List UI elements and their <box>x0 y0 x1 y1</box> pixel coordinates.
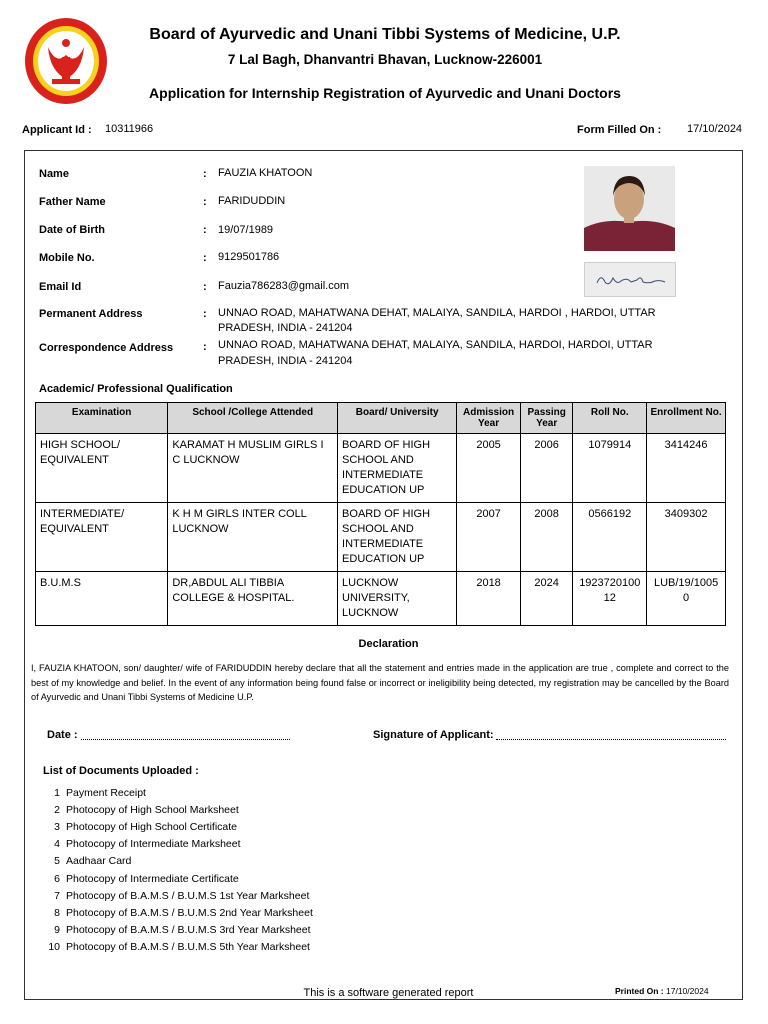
cell-school: K H M GIRLS INTER COLL LUCKNOW <box>168 503 338 572</box>
qualification-title: Academic/ Professional Qualification <box>39 383 233 395</box>
list-item <box>42 838 241 850</box>
document-number: 6 <box>54 872 60 885</box>
declaration-text: I, FAUZIA KHATOON, son/ daughter/ wife of FARIDUDDIN hereby declare that all the statement and entries made in the application are true , complete and correct to the best of my knowledge and belief. In the event of any information being found false or incorrect or ineligibility being detected, my registration may be cancelled by the Board of Ayurvedic and Unani Tibbi Systems of Medicine U.P. <box>31 663 729 702</box>
cell-roll: 1079914 <box>573 434 647 503</box>
signature-label: Signature of Applicant: <box>373 729 494 741</box>
table-header-row <box>36 403 726 434</box>
list-item <box>42 941 310 953</box>
correspondence-address-line2: PRADESH, INDIA - 241204 <box>218 355 353 367</box>
printed-on-label: Printed On : <box>615 986 664 996</box>
document-number: 7 <box>54 889 60 902</box>
email-label: Email Id <box>39 281 82 293</box>
permanent-address-line1: UNNAO ROAD, MAHATWANA DEHAT, MALAIYA, SANDILA, HARDOI , HARDOI, UTTAR <box>218 307 656 319</box>
cell-board: BOARD OF HIGH SCHOOL AND INTERMEDIATE EDUCATION UP <box>338 503 457 572</box>
cell-enroll: 3409302 <box>647 503 726 572</box>
cell-roll: 0566192 <box>573 503 647 572</box>
correspondence-address-line1: UNNAO ROAD, MAHATWANA DEHAT, MALAIYA, SANDILA, HARDOI, HARDOI, UTTAR <box>218 339 653 351</box>
document-number: 5 <box>54 855 60 868</box>
document-number: 10 <box>48 940 60 953</box>
form-filled-value: 17/10/2024 <box>687 123 743 135</box>
document-name: Photocopy of B.A.M.S / B.U.M.S 5th Year Marksheet <box>66 940 310 953</box>
cell-exam: HIGH SCHOOL/ EQUIVALENT <box>36 434 168 503</box>
document-name: Photocopy of B.A.M.S / B.U.M.S 3rd Year Marksheet <box>66 923 311 936</box>
printed-on <box>615 986 709 996</box>
date-label: Date : <box>47 729 78 741</box>
software-report-note: This is a software generated report <box>303 987 474 999</box>
name-label: Name <box>39 168 69 180</box>
colon: : <box>203 308 207 320</box>
dob-label: Date of Birth <box>39 224 105 236</box>
document-name: Payment Receipt <box>66 787 146 799</box>
colon: : <box>203 224 207 236</box>
permanent-address-label: Permanent Address <box>39 308 143 320</box>
list-item <box>42 907 313 919</box>
list-item <box>42 890 309 902</box>
cell-passing: 2006 <box>520 434 573 503</box>
cell-school: DR,ABDUL ALI TIBBIA COLLEGE & HOSPITAL. <box>168 572 338 626</box>
father-name-label: Father Name <box>39 196 106 208</box>
cell-board: LUCKNOW UNIVERSITY, LUCKNOW <box>338 572 457 626</box>
list-item <box>42 855 131 867</box>
list-item <box>42 924 311 936</box>
mobile-label: Mobile No. <box>39 252 95 264</box>
document-name: Photocopy of Intermediate Marksheet <box>66 838 241 851</box>
board-address: 7 Lal Bagh, Dhanvantri Bhavan, Lucknow-226001 <box>227 52 543 67</box>
cell-roll: 192372010012 <box>573 572 647 626</box>
cell-enroll: 3414246 <box>647 434 726 503</box>
document-number: 4 <box>54 838 60 851</box>
mobile-value: 9129501786 <box>218 251 280 263</box>
list-item <box>42 873 239 885</box>
header-passing-year: Passing Year <box>520 403 573 434</box>
document-name: Photocopy of Intermediate Certificate <box>66 872 239 885</box>
table-row <box>36 434 726 503</box>
header-school: School /College Attended <box>168 403 338 434</box>
document-name: Photocopy of B.A.M.S / B.U.M.S 2nd Year Marksheet <box>66 906 313 919</box>
father-name-value: FARIDUDDIN <box>218 195 286 207</box>
list-item <box>42 787 146 799</box>
board-title: Board of Ayurvedic and Unani Tibbi Systems of Medicine, U.P. <box>149 26 621 43</box>
dob-value: 19/07/1989 <box>218 224 274 236</box>
date-line <box>81 739 290 740</box>
colon: : <box>203 252 207 264</box>
header-examination: Examination <box>36 403 168 434</box>
cell-passing: 2008 <box>520 503 573 572</box>
applicant-id-value: 10311966 <box>105 123 154 135</box>
document-name: Photocopy of B.A.M.S / B.U.M.S 1st Year Marksheet <box>66 889 310 902</box>
cell-exam: INTERMEDIATE/ EQUIVALENT <box>36 503 168 572</box>
cell-school: KARAMAT H MUSLIM GIRLS I C LUCKNOW <box>168 434 338 503</box>
applicant-id-label: Applicant Id : <box>22 124 92 136</box>
applicant-signature-image <box>584 262 676 297</box>
applicant-photo <box>584 166 675 251</box>
document-number: 9 <box>54 923 60 936</box>
list-item <box>42 804 239 816</box>
cell-admission: 2005 <box>457 434 521 503</box>
table-row <box>36 503 726 572</box>
cell-admission: 2007 <box>457 503 521 572</box>
header-board: Board/ University <box>338 403 457 434</box>
form-filled-label: Form Filled On : <box>577 124 662 136</box>
permanent-address-line2: PRADESH, INDIA - 241204 <box>218 322 353 334</box>
document-number: 3 <box>54 821 60 834</box>
document-number: 2 <box>54 804 60 817</box>
qualification-table <box>35 402 726 626</box>
colon: : <box>203 196 207 208</box>
cell-enroll: LUB/19/10050 <box>647 572 726 626</box>
document-name: Photocopy of High School Marksheet <box>66 804 239 817</box>
email-value: Fauzia786283@gmail.com <box>218 280 350 292</box>
colon: : <box>203 341 207 353</box>
header-enrollment-no: Enrollment No. <box>647 403 726 434</box>
name-value: FAUZIA KHATOON <box>218 167 313 179</box>
table-row <box>36 572 726 626</box>
document-number: 1 <box>54 787 60 799</box>
cell-exam: B.U.M.S <box>36 572 168 626</box>
header-admission-year: Admission Year <box>457 403 521 434</box>
cell-board: BOARD OF HIGH SCHOOL AND INTERMEDIATE EDUCATION UP <box>338 434 457 503</box>
printed-on-date: 17/10/2024 <box>666 986 709 996</box>
signature-line <box>496 739 726 740</box>
board-seal-logo <box>24 17 108 105</box>
document-number: 8 <box>54 906 60 919</box>
declaration-title: Declaration <box>358 638 419 650</box>
correspondence-address-label: Correspondence Address <box>39 342 174 354</box>
colon: : <box>203 281 207 293</box>
colon: : <box>203 168 207 180</box>
cell-admission: 2018 <box>457 572 521 626</box>
header-roll-no: Roll No. <box>573 403 647 434</box>
cell-passing: 2024 <box>520 572 573 626</box>
list-item <box>42 821 237 833</box>
documents-title: List of Documents Uploaded : <box>43 765 199 777</box>
document-name: Photocopy of High School Certificate <box>66 821 238 834</box>
document-name: Aadhaar Card <box>66 855 132 868</box>
form-title: Application for Internship Registration of Ayurvedic and Unani Doctors <box>149 85 621 101</box>
